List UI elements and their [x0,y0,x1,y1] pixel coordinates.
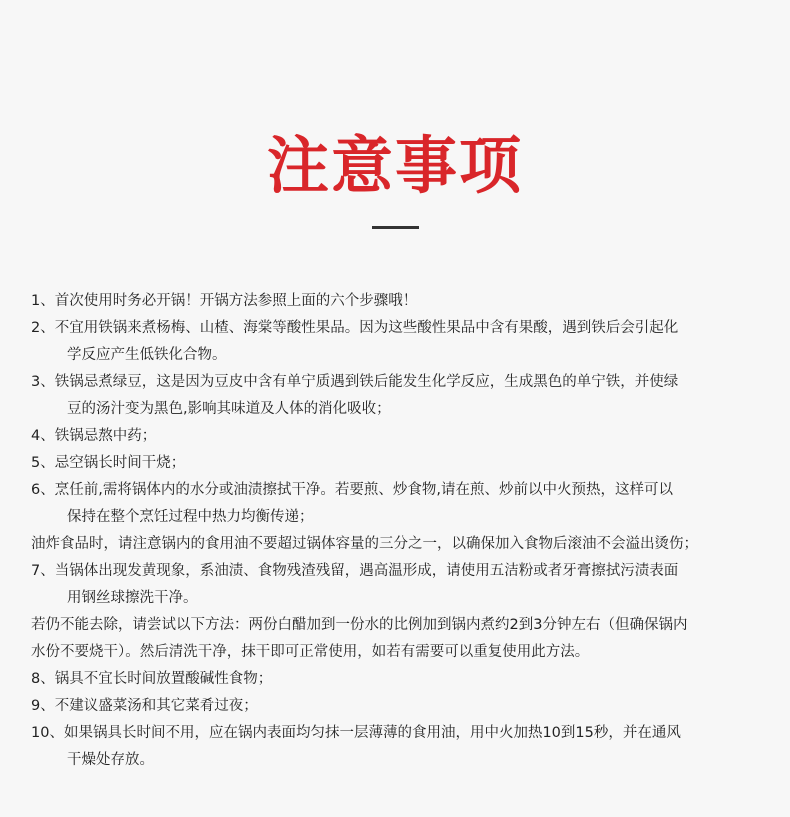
page-title: 注意事项 [266,129,523,202]
note-line: 6、烹任前,需将锅体内的水分或油渍擦拭干净。若要煎、炒食物,请在煎、炒前以中火预热，这样可以 [31,482,673,498]
note-line: 9、不建议盛菜汤和其它菜肴过夜； [31,698,258,714]
title-divider [372,226,419,229]
note-line: 10、如果锅具长时间不用，应在锅内表面均匀抹一层薄薄的食用油，用中火加热10到15秒，并在通风 [31,725,681,741]
note-line: 4、铁锅忌熬中药； [31,428,157,444]
note-line: 用钢丝球擦洗干净。 [67,590,198,606]
note-line: 7、当锅体出现发黄现象，系油渍、食物残渣残留，遇高温形成，请使用五洁粉或者牙膏擦拭污渍表面 [31,563,679,579]
note-line: 保持在整个烹饪过程中热力均衡传递； [67,509,314,525]
note-line: 1、首次使用时务必开锅！开锅方法参照上面的六个步骤哦！ [31,293,418,309]
notes-list [31,288,771,774]
note-line: 干燥处存放。 [67,752,154,768]
note-line: 8、锅具不宜长时间放置酸碱性食物； [31,671,273,687]
note-line: 油炸食品时，请注意锅内的食用油不要超过锅体容量的三分之一，以确保加入食物后滚油不会溢出烫伤； [31,536,698,552]
note-line: 5、忌空锅长时间干烧； [31,455,186,471]
note-line: 2、不宜用铁锅来煮杨梅、山楂、海棠等酸性果品。因为这些酸性果品中含有果酸，遇到铁后会引起化 [31,320,679,336]
note-line: 3、铁锅忌煮绿豆，这是因为豆皮中含有单宁质遇到铁后能发生化学反应，生成黑色的单宁铁，并使绿 [31,374,679,390]
note-line: 水份不要烧干）。然后清洗干净，抹干即可正常使用，如若有需要可以重复使用此方法。 [31,644,590,660]
note-line: 若仍不能去除，请尝试以下方法：两份白醋加到一份水的比例加到锅内煮约2到3分钟左右（但确保锅内 [31,617,688,633]
note-line: 豆的汤汁变为黑色,影响其味道及人体的消化吸收； [67,401,391,417]
note-line: 学反应产生低铁化合物。 [67,347,227,363]
